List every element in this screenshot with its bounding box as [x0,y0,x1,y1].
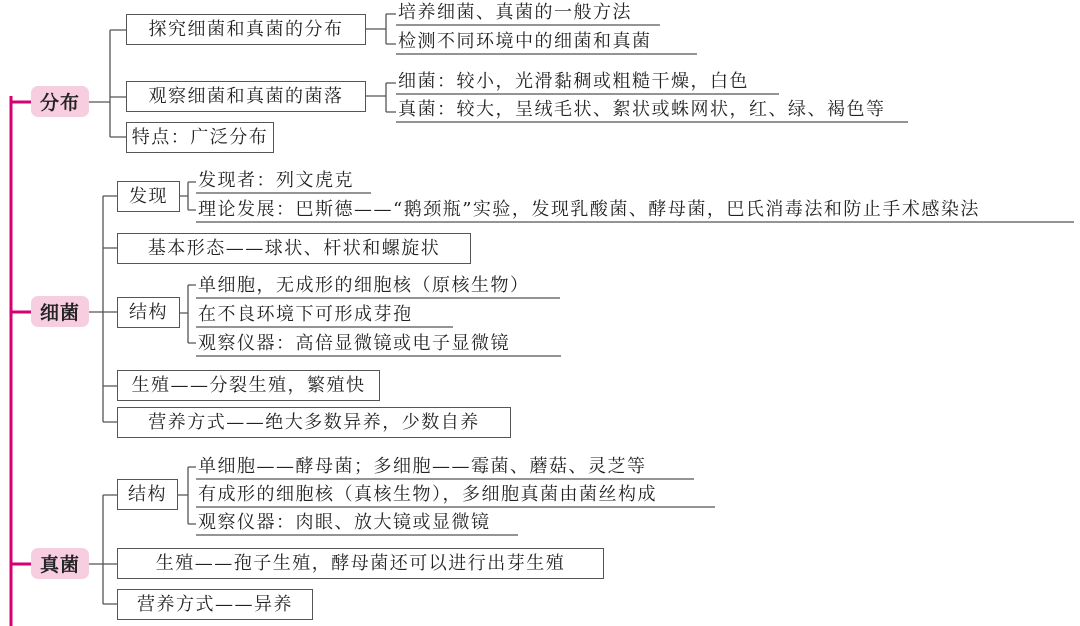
subtopic-fungi-structure: 结构 [117,479,178,510]
leaf-discoverer: 发现者：列文虎克 [198,170,354,191]
topic-distribution: 分布 [31,86,89,117]
leaf-fungi-cells: 单细胞——酵母菌；多细胞——霉菌、蘑菇、灵芝等 [198,456,647,477]
subtopic-bacteria-reproduction: 生殖——分裂生殖，繁殖快 [117,370,380,401]
leaf-single-cell: 单细胞，无成形的细胞核（原核生物） [198,275,530,296]
subtopic-discovery: 发现 [117,181,180,212]
subtopic-explore-distribution: 探究细菌和真菌的分布 [126,14,366,45]
leaf-instrument-bacteria: 观察仪器：高倍显微镜或电子显微镜 [198,333,510,354]
subtopic-bacteria-nutrition: 营养方式——绝大多数异养，少数自养 [117,407,511,438]
leaf-detect-environments: 检测不同环境中的细菌和真菌 [398,31,652,52]
subtopic-basic-shape: 基本形态——球状、杆状和螺旋状 [117,233,471,264]
leaf-fungi-colony: 真菌：较大，呈绒毛状、絮状或蛛网状，红、绿、褐色等 [398,99,886,120]
leaf-bacteria-colony: 细菌：较小，光滑黏稠或粗糙干燥，白色 [398,71,749,92]
subtopic-fungi-reproduction: 生殖——孢子生殖，酵母菌还可以进行出芽生殖 [117,548,604,579]
topic-bacteria: 细菌 [31,296,89,327]
leaf-culture-method: 培养细菌、真菌的一般方法 [398,2,632,23]
topic-fungi: 真菌 [31,548,89,579]
subtopic-feature: 特点：广泛分布 [126,122,274,153]
leaf-theory-development: 理论发展：巴斯德——“鹅颈瓶”实验，发现乳酸菌、酵母菌，巴氏消毒法和防止手术感染法 [198,199,980,220]
leaf-instrument-fungi: 观察仪器：肉眼、放大镜或显微镜 [198,512,491,533]
subtopic-bacteria-structure: 结构 [117,297,180,328]
leaf-fungi-nucleus: 有成形的细胞核（真核生物），多细胞真菌由菌丝构成 [198,484,657,505]
subtopic-fungi-nutrition: 营养方式——异养 [117,589,313,620]
leaf-spore: 在不良环境下可形成芽孢 [198,304,413,325]
subtopic-observe-colonies: 观察细菌和真菌的菌落 [126,81,366,112]
branch-distribution [89,30,126,137]
branch-fungi [89,495,117,604]
branch-bacteria [89,196,117,422]
